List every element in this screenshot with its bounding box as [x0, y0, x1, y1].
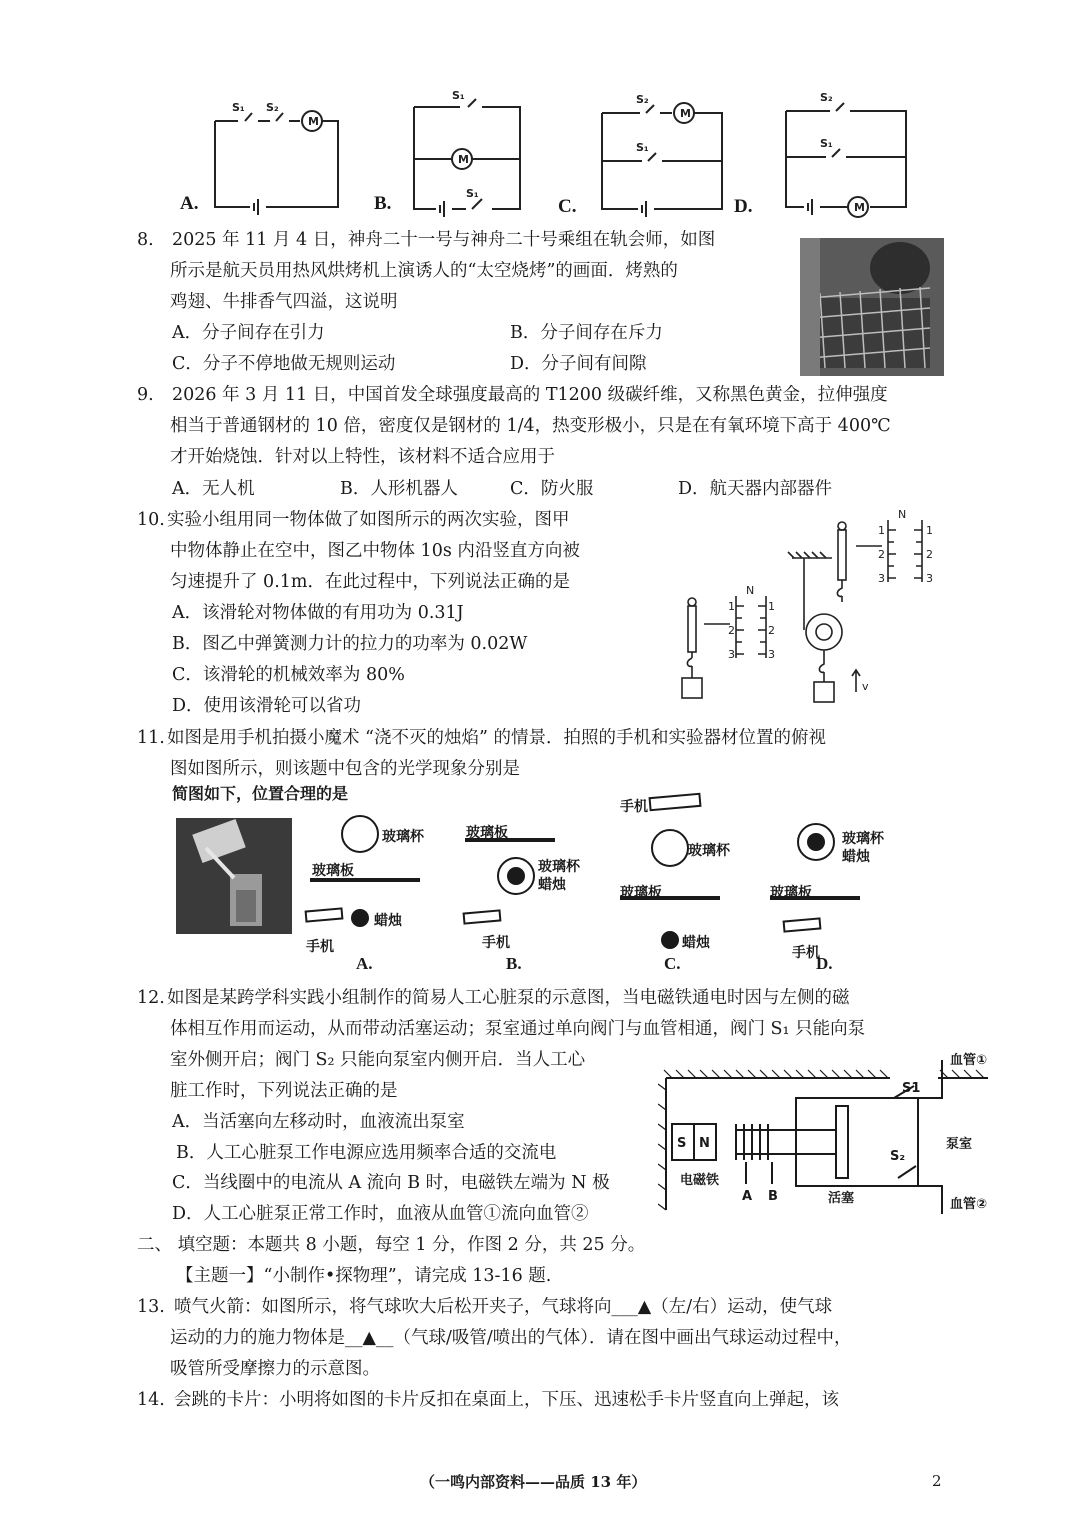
motor-label-d: M — [854, 201, 865, 214]
s2-label-a: S₂ — [266, 101, 279, 114]
space-bbq-photo — [800, 238, 944, 376]
space-bbq-photo-svg — [800, 238, 944, 376]
option-a-candle-icon — [352, 910, 368, 926]
q11-option-d: D. — [816, 954, 833, 973]
q10-option-d: D．使用该滑轮可以省功 — [172, 696, 362, 716]
q7-option-c: C. — [558, 196, 577, 217]
q8-option-b: B．分子间存在斥力 — [510, 323, 663, 343]
d-board-label: 玻璃板 — [770, 885, 812, 901]
q8-line-3: 鸡翅、牛排香气四溢，这说明 — [170, 292, 398, 312]
q11-options-svg — [300, 790, 920, 980]
tube-2-label: 血管② — [950, 1197, 988, 1212]
section-2-title: 二、 填空题：本题共 8 小题，每空 1 分，作图 2 分，共 25 分。 — [137, 1235, 646, 1255]
a-candle-label: 蜡烛 — [374, 913, 402, 929]
magic-candle-photo-svg — [176, 818, 292, 934]
q11-options-figure — [300, 790, 920, 980]
q10-option-c: C．该滑轮的机械效率为 80% — [172, 665, 405, 685]
tick-3-right-r: 3 — [926, 572, 933, 585]
q12-option-c: C．当线圈中的电流从 A 流向 B 时，电磁铁左端为 N 极 — [172, 1173, 610, 1193]
tube-1-label: 血管① — [950, 1053, 988, 1068]
q7-option-a: A. — [180, 193, 199, 214]
c-candle-label: 蜡烛 — [682, 935, 710, 951]
q10-line-3: 匀速提升了 0.1m．在此过程中，下列说法正确的是 — [170, 572, 570, 592]
magnet-s-label: S — [677, 1136, 687, 1151]
d-phone-label: 手机 — [792, 945, 820, 961]
option-b-phone-icon — [464, 910, 501, 923]
q11-sub-prompt: 简图如下，位置合理的是 — [172, 784, 349, 803]
tick-2-left-r: 2 — [768, 624, 775, 637]
coil-a-label: A — [742, 1189, 753, 1204]
s1-label-d: S₁ — [820, 137, 833, 150]
c-board-label: 玻璃板 — [620, 885, 662, 901]
circuit-d — [786, 103, 906, 217]
s1-label-c: S₁ — [636, 141, 649, 154]
q9-option-b: B．人形机器人 — [340, 479, 458, 499]
valve-s2-label: S₂ — [890, 1149, 906, 1164]
circuit-a — [215, 111, 338, 215]
q8-option-c: C．分子不停地做无规则运动 — [172, 354, 396, 374]
q8-number: 8. — [137, 230, 154, 250]
d-candle-label: 蜡烛 — [842, 849, 870, 865]
tick-3-left: 3 — [728, 648, 735, 661]
electromagnet-label: 电磁铁 — [680, 1173, 720, 1188]
tick-2-left: 2 — [728, 624, 735, 637]
option-c-candle-icon — [662, 932, 678, 948]
option-c-cup-icon — [652, 830, 688, 866]
c-cup-label: 玻璃杯 — [688, 843, 730, 859]
heart-pump-svg — [658, 1050, 992, 1218]
tick-3-left-r: 3 — [768, 648, 775, 661]
q9-number: 9. — [137, 385, 154, 405]
q8-line-2: 所示是航天员用热风烘烤机上演诱人的“太空烧烤”的画面．烤熟的 — [170, 261, 678, 281]
a-cup-label: 玻璃杯 — [382, 829, 424, 845]
option-d-phone-icon — [784, 918, 821, 931]
tick-1-left: 1 — [728, 600, 735, 613]
q8-option-d: D．分子间有间隙 — [510, 354, 647, 374]
option-c-phone-icon — [650, 794, 701, 810]
q7-option-b: B. — [374, 193, 392, 214]
circuit-c — [602, 103, 722, 217]
q9-line-2: 相当于普通钢材的 10 倍，密度仅是钢材的 1/4，热变形极小，只是在有氧环境下高于 400℃ — [170, 416, 891, 436]
option-a-phone-icon — [306, 908, 343, 921]
q11-line-1: 如图是用手机拍摄小魔术 “浇不灭的烛焰” 的情景．拍照的手机和实验器材位置的俯视 — [167, 728, 827, 748]
tick-2-right-r: 2 — [926, 548, 933, 561]
q9-option-d: D．航天器内部器件 — [678, 479, 833, 499]
motor-label-a: M — [308, 115, 319, 128]
scale-n-left: N — [746, 584, 755, 597]
theme-1-title: 【主题一】“小制作•探物理”，请完成 13-16 题. — [176, 1266, 552, 1286]
heart-pump-figure — [658, 1050, 992, 1218]
q12-option-a: A．当活塞向左移动时，血液流出泵室 — [172, 1112, 465, 1132]
a-board-label: 玻璃板 — [312, 863, 354, 879]
footer-text: （一鸣内部资料——品质 13 年） — [420, 1473, 647, 1491]
q10-option-b: B．图乙中弹簧测力计的拉力的功率为 0.02W — [172, 634, 528, 654]
motor-label-c: M — [680, 107, 691, 120]
tick-3-right: 3 — [878, 572, 885, 585]
coil-b-label: B — [768, 1189, 778, 1204]
motor-label-b: M — [458, 153, 469, 166]
c-phone-label: 手机 — [620, 799, 648, 815]
q10-option-a: A．该滑轮对物体做的有用功为 0.31J — [172, 603, 464, 623]
q11-option-a: A. — [356, 954, 373, 973]
q12-option-d: D．人工心脏泵正常工作时，血液从血管①流向血管② — [172, 1204, 589, 1224]
d-cup-label: 玻璃杯 — [842, 831, 884, 847]
q8-option-a: A．分子间存在引力 — [172, 323, 325, 343]
q9-option-c: C．防火服 — [510, 479, 594, 499]
q9-line-3: 才开始烧蚀．针对以上特性，该材料不适合应用于 — [170, 447, 555, 467]
q10-line-1: 实验小组用同一物体做了如图所示的两次实验，图甲 — [167, 510, 570, 530]
velocity-label: v — [862, 680, 869, 693]
q10-line-2: 中物体静止在空中，图乙中物体 10s 内沿竖直方向被 — [170, 541, 580, 561]
valve-s1-label: S1 — [902, 1081, 921, 1096]
magnet-n-label: N — [699, 1136, 710, 1151]
s1-label-a: S₁ — [232, 101, 245, 114]
tick-2-right: 2 — [878, 548, 885, 561]
scale-n-right: N — [898, 508, 907, 521]
b-board-label: 玻璃板 — [466, 825, 508, 841]
q13-line-3: 吸管所受摩擦力的示意图。 — [170, 1359, 380, 1379]
option-d-candle-icon — [808, 834, 824, 850]
s2-label-d: S₂ — [820, 91, 833, 104]
q12-option-b: B．人工心脏泵工作电源应选用频率合适的交流电 — [176, 1143, 557, 1163]
q9-line-1: 2026 年 3 月 11 日，中国首发全球强度最高的 T1200 级碳纤维，又称黑色黄金，拉伸强度 — [172, 385, 888, 405]
piston-label: 活塞 — [828, 1191, 855, 1206]
q12-line-1: 如图是某跨学科实践小组制作的简易人工心脏泵的示意图，当电磁铁通电时因与左侧的磁 — [167, 988, 850, 1008]
q8-line-1: 2025 年 11 月 4 日，神舟二十一号与神舟二十号乘组在轨会师，如图 — [172, 230, 716, 250]
s1-label-b-top: S₁ — [452, 89, 465, 102]
q14-number: 14. — [137, 1390, 165, 1410]
q9-option-a: A．无人机 — [172, 479, 255, 499]
q11-option-b: B. — [506, 954, 522, 973]
pulley-system-right — [788, 520, 922, 702]
q13-number: 13. — [137, 1297, 165, 1317]
option-b-candle-icon — [508, 868, 524, 884]
q12-line-2: 体相互作用而运动，从而带动活塞运动；泵室通过单向阀门与血管相通，阀门 S₁ 只能向泵 — [170, 1019, 866, 1039]
s1-label-b-bottom: S₁ — [466, 187, 479, 200]
q12-line-3: 室外侧开启；阀门 S₂ 只能向泵室内侧开启．当人工心 — [170, 1050, 586, 1070]
pulley-figure-svg — [670, 506, 950, 706]
q13-line-1: 喷气火箭：如图所示，将气球吹大后松开夹子，气球将向___▲（左/右）运动，使气球 — [174, 1297, 833, 1317]
option-a-cup-icon — [342, 816, 378, 852]
q12-line-4: 脏工作时，下列说法正确的是 — [170, 1081, 398, 1101]
tick-1-right-r: 1 — [926, 524, 933, 537]
b-cup-label: 玻璃杯 — [538, 859, 580, 875]
q11-number: 11. — [137, 728, 165, 748]
q10-number: 10. — [137, 510, 165, 530]
tick-1-left-r: 1 — [768, 600, 775, 613]
b-candle-label: 蜡烛 — [538, 877, 566, 893]
q10-pulley-figure — [670, 506, 950, 706]
magic-candle-photo — [176, 818, 292, 934]
q11-line-2: 图如图所示，则该题中包含的光学现象分别是 — [170, 759, 520, 779]
a-phone-label: 手机 — [306, 939, 334, 955]
s2-label-c: S₂ — [636, 93, 649, 106]
spring-scale-left — [682, 596, 766, 698]
q7-option-d: D. — [734, 196, 753, 217]
q12-number: 12. — [137, 988, 165, 1008]
q14-line-1: 会跳的卡片：小明将如图的卡片反扣在桌面上，下压、迅速松手卡片竖直向上弹起，该 — [174, 1390, 839, 1410]
tick-1-right: 1 — [878, 524, 885, 537]
q13-line-2: 运动的力的施力物体是__▲__（气球/吸管/喷出的气体）．请在图中画出气球运动过程中， — [170, 1328, 852, 1348]
q11-option-c: C. — [664, 954, 681, 973]
b-phone-label: 手机 — [482, 935, 510, 951]
page-number: 2 — [932, 1472, 942, 1490]
chamber-label: 泵室 — [946, 1137, 973, 1152]
